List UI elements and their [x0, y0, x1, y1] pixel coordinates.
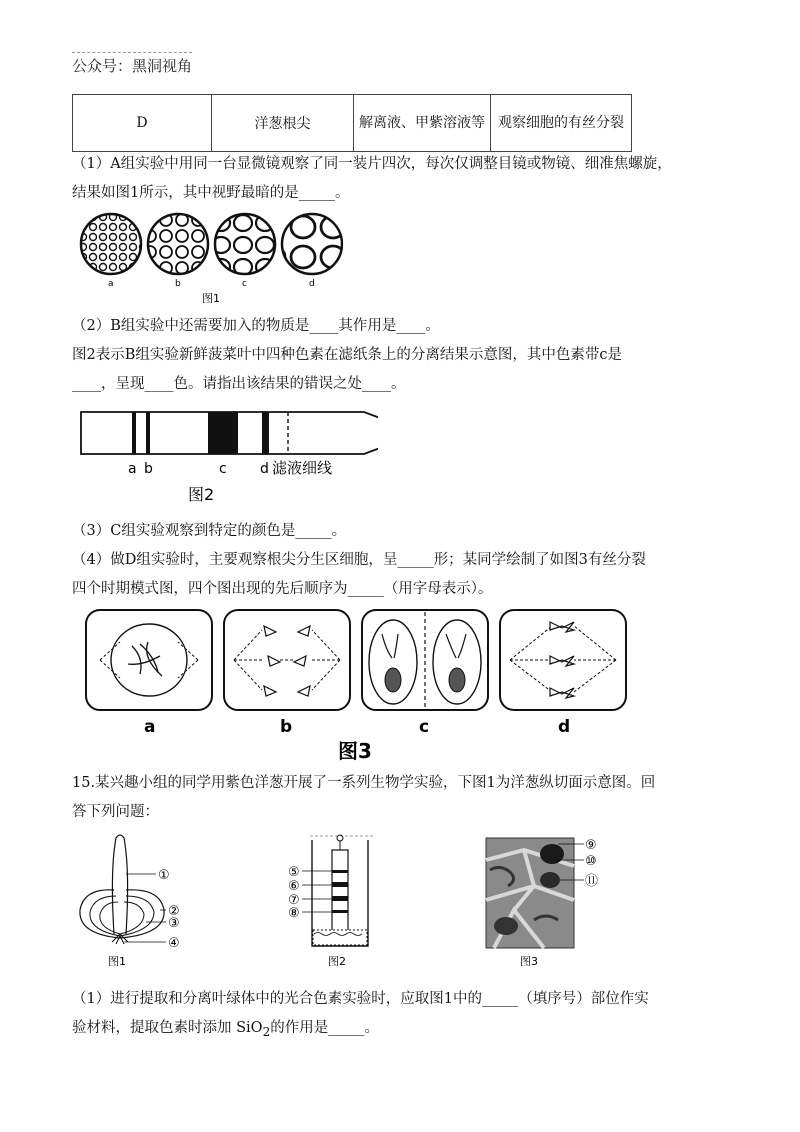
mitosis-cell-c — [362, 610, 488, 710]
mark-4: ④ — [168, 936, 180, 951]
fig2-label-b: b — [144, 461, 153, 477]
mark-5: ⑤ — [288, 865, 300, 880]
mark-2: ② — [168, 904, 180, 919]
figure-3-mitosis-stages — [82, 606, 632, 764]
fig2-filtrate-label: 滤液细线 — [272, 459, 333, 477]
q15-part1-line1: （1）进行提取和分离叶绿体中的光合色素实验时，应取图1中的_____（填序号）部位作实 — [72, 991, 649, 1007]
fig1-label-d: d — [309, 279, 315, 289]
q15-part1-text-a: 验材料，提取色素时添加 SiO — [72, 1020, 263, 1036]
table-cell: 解离液、甲紫溶液等 — [354, 95, 491, 152]
field-b — [148, 214, 208, 274]
mark-6: ⑥ — [288, 879, 300, 894]
q15-figure-3-micrograph — [484, 830, 624, 970]
q15-fig1-caption: 图1 — [108, 955, 126, 968]
field-d — [282, 214, 342, 274]
q14-part3: （3）C组实验观察到特定的颜色是_____。 — [72, 523, 347, 539]
figure-2-chromatography-strip — [78, 404, 378, 508]
fig3-label-b: b — [280, 717, 293, 737]
q15-line1: 15.某兴趣小组的同学用紫色洋葱开展了一系列生物学实验，下图1为洋葱纵切面示意图。回 — [72, 775, 656, 791]
pigment-band-a — [132, 412, 136, 454]
table-cell: D — [73, 95, 212, 152]
q14-part1-line1: （1）A组实验中用同一台显微镜观察了同一装片四次，每次仅调整目镜或物镜、细准焦螺旋， — [72, 156, 672, 172]
pigment-band-b — [146, 412, 150, 454]
q15-part1-line2 — [72, 1015, 732, 1045]
mark-3: ③ — [168, 916, 180, 931]
fig2-label-d: d — [260, 461, 269, 477]
fig1-label-c: c — [242, 279, 247, 289]
subscript-2: 2 — [262, 1024, 271, 1039]
pigment-band-d — [262, 412, 269, 454]
q15-figure-2-chromatography-tube — [288, 830, 388, 970]
fig3-label-c: c — [419, 717, 430, 737]
q15-fig2-caption: 图2 — [328, 955, 346, 968]
fig3-label-d: d — [558, 717, 571, 737]
fig1-label-b: b — [175, 279, 181, 289]
field-a — [81, 214, 141, 274]
q15-line2: 答下列问题： — [72, 804, 159, 820]
mark-7: ⑦ — [288, 893, 300, 908]
q14-part4-line1: （4）做D组实验时，主要观察根尖分生区细胞，呈_____形；某同学绘制了如图3有丝分裂 — [72, 552, 646, 568]
mitosis-cell-b — [224, 610, 350, 710]
q14-part2-line3: ____，呈现____色。请指出该结果的错误之处____。 — [72, 376, 406, 392]
mark-8: ⑧ — [288, 906, 300, 921]
mark-9: ⑨ — [585, 838, 597, 853]
mark-10: ⑩ — [585, 854, 597, 869]
q14-part2-line2: 图2表示B组实验新鲜菠菜叶中四种色素在滤纸条上的分离结果示意图，其中色素带c是 — [72, 347, 622, 363]
q15-fig3-caption: 图3 — [520, 955, 538, 968]
pigment-band-c — [208, 412, 238, 454]
fig2-caption: 图2 — [188, 485, 215, 504]
figure-1-microscope-fields — [78, 212, 343, 306]
mitosis-cell-a — [86, 610, 212, 710]
fig1-caption: 图1 — [202, 292, 220, 305]
table-cell: 洋葱根尖 — [212, 95, 354, 152]
fig3-label-a: a — [144, 717, 156, 737]
fig3-caption: 图3 — [338, 739, 372, 763]
mark-1: ① — [158, 868, 170, 883]
q15-figure-1-onion-section — [74, 830, 194, 970]
q14-part4-line2: 四个时期模式图，四个图出现的先后顺序为_____（用字母表示）。 — [72, 581, 493, 597]
watermark: 公众号：黑洞视角 — [72, 52, 192, 76]
q14-part1-line2: 结果如图1所示，其中视野最暗的是_____。 — [72, 185, 350, 201]
fig2-label-c: c — [219, 461, 227, 477]
table-cell: 观察细胞的有丝分裂 — [491, 95, 632, 152]
table-row — [73, 95, 632, 152]
mark-11: ⑪ — [585, 874, 599, 889]
mitosis-cell-d — [500, 610, 626, 710]
options-table — [72, 94, 632, 152]
fig1-label-a: a — [108, 279, 114, 289]
q15-part1-text-b: 的作用是_____。 — [270, 1020, 380, 1036]
fig2-label-a: a — [128, 461, 137, 477]
field-c — [215, 214, 275, 274]
q14-part2-line1: （2）B组实验中还需要加入的物质是____其作用是____。 — [72, 318, 440, 334]
